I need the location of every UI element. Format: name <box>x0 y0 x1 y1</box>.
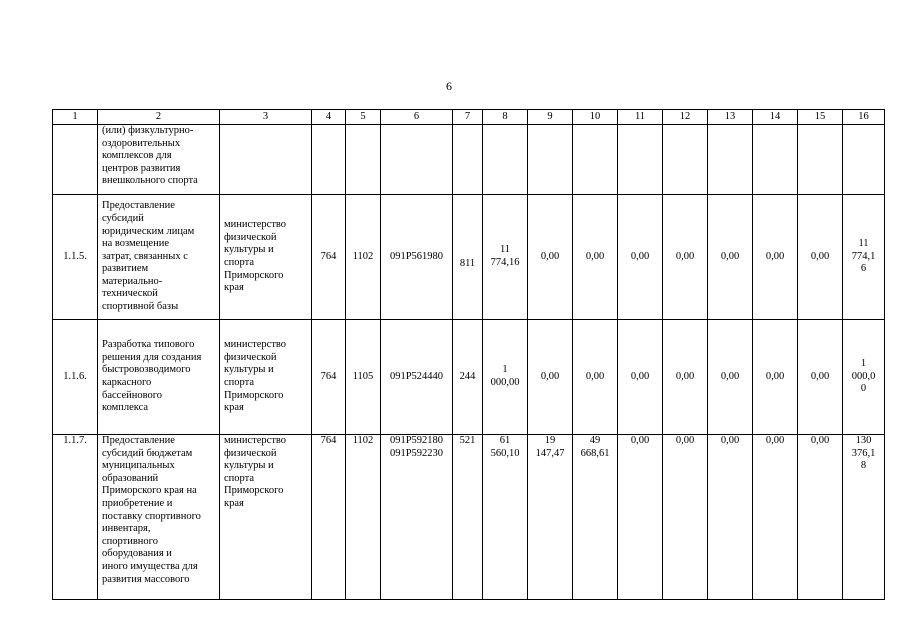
cell-col4 <box>312 125 346 195</box>
cell-col4: 764 <box>312 195 346 320</box>
cell-col15: 0,00 <box>798 320 843 435</box>
cell-col11: 0,00 <box>618 195 663 320</box>
cell-col11 <box>618 125 663 195</box>
cell-col14: 0,00 <box>753 320 798 435</box>
cell-col13: 0,00 <box>708 435 753 600</box>
row-description: Предоставление субсидий юридическим лицам на возмещение затрат, связанных с развитием материально- технической спортивной базы <box>98 195 220 320</box>
cell-col9: 0,00 <box>528 195 573 320</box>
col-header: 2 <box>98 110 220 125</box>
cell-col6: 091P524440 <box>381 320 453 435</box>
cell-col14 <box>753 125 798 195</box>
cell-col7: 521 <box>453 435 483 600</box>
cell-col15: 0,00 <box>798 435 843 600</box>
cell-col16: 11 774,1 6 <box>843 195 885 320</box>
cell-col5: 1105 <box>346 320 381 435</box>
col-header: 4 <box>312 110 346 125</box>
header-row <box>53 110 885 125</box>
col-header: 10 <box>573 110 618 125</box>
cell-col7: 244 <box>453 320 483 435</box>
budget-table <box>52 109 885 600</box>
row-organization: министерство физической культуры и спорта Приморского края <box>220 195 312 320</box>
cell-col14: 0,00 <box>753 435 798 600</box>
cell-col13: 0,00 <box>708 195 753 320</box>
row-organization <box>220 125 312 195</box>
cell-col10: 49 668,61 <box>573 435 618 600</box>
row-organization: министерство физической культуры и спорта Приморского края <box>220 320 312 435</box>
col-header: 8 <box>483 110 528 125</box>
cell-col16: 130 376,1 8 <box>843 435 885 600</box>
cell-col15 <box>798 125 843 195</box>
cell-col7: 811 <box>453 195 483 320</box>
col-header: 6 <box>381 110 453 125</box>
col-header: 5 <box>346 110 381 125</box>
cell-col8: 1 000,00 <box>483 320 528 435</box>
table-row <box>53 195 885 320</box>
cell-col12 <box>663 125 708 195</box>
cell-col10: 0,00 <box>573 320 618 435</box>
cell-col5: 1102 <box>346 195 381 320</box>
cell-col11: 0,00 <box>618 435 663 600</box>
col-header: 1 <box>53 110 98 125</box>
cell-col16: 1 000,0 0 <box>843 320 885 435</box>
cell-col8 <box>483 125 528 195</box>
cell-col4: 764 <box>312 435 346 600</box>
row-id: 1.1.5. <box>53 195 98 320</box>
col-header: 13 <box>708 110 753 125</box>
col-header: 7 <box>453 110 483 125</box>
cell-col4: 764 <box>312 320 346 435</box>
cell-col12: 0,00 <box>663 435 708 600</box>
cell-col6: 091P561980 <box>381 195 453 320</box>
col-header: 11 <box>618 110 663 125</box>
cell-col7 <box>453 125 483 195</box>
col-header: 16 <box>843 110 885 125</box>
row-description: (или) физкультурно- оздоровительных комплексов для центров развития внешкольного спорта <box>98 125 220 195</box>
row-organization: министерство физической культуры и спорта Приморского края <box>220 435 312 600</box>
table-row <box>53 125 885 195</box>
cell-col14: 0,00 <box>753 195 798 320</box>
cell-col13 <box>708 125 753 195</box>
col-header: 12 <box>663 110 708 125</box>
cell-col9 <box>528 125 573 195</box>
cell-col16 <box>843 125 885 195</box>
cell-col6: 091P592180 091P592230 <box>381 435 453 600</box>
cell-col15: 0,00 <box>798 195 843 320</box>
cell-col5 <box>346 125 381 195</box>
cell-col5: 1102 <box>346 435 381 600</box>
row-id: 1.1.6. <box>53 320 98 435</box>
row-description: Предоставление субсидий бюджетам муниципальных образований Приморского края на приобретение и поставку спортивного инвентаря, спортивного оборудования и иного имущества для развития массового <box>98 435 220 600</box>
cell-col9: 0,00 <box>528 320 573 435</box>
col-header: 15 <box>798 110 843 125</box>
table-row <box>53 320 885 435</box>
table-row <box>53 435 885 600</box>
cell-col9: 19 147,47 <box>528 435 573 600</box>
cell-col6 <box>381 125 453 195</box>
row-id: 1.1.7. <box>53 435 98 600</box>
cell-col10: 0,00 <box>573 195 618 320</box>
cell-col10 <box>573 125 618 195</box>
col-header: 3 <box>220 110 312 125</box>
cell-col13: 0,00 <box>708 320 753 435</box>
cell-col8: 61 560,10 <box>483 435 528 600</box>
row-description: Разработка типового решения для создания быстровозводимого каркасного бассейнового комплекса <box>98 320 220 435</box>
cell-col12: 0,00 <box>663 195 708 320</box>
page-number: 6 <box>446 79 452 93</box>
col-header: 9 <box>528 110 573 125</box>
row-id <box>53 125 98 195</box>
cell-col8: 11 774,16 <box>483 195 528 320</box>
cell-col12: 0,00 <box>663 320 708 435</box>
col-header: 14 <box>753 110 798 125</box>
cell-col11: 0,00 <box>618 320 663 435</box>
